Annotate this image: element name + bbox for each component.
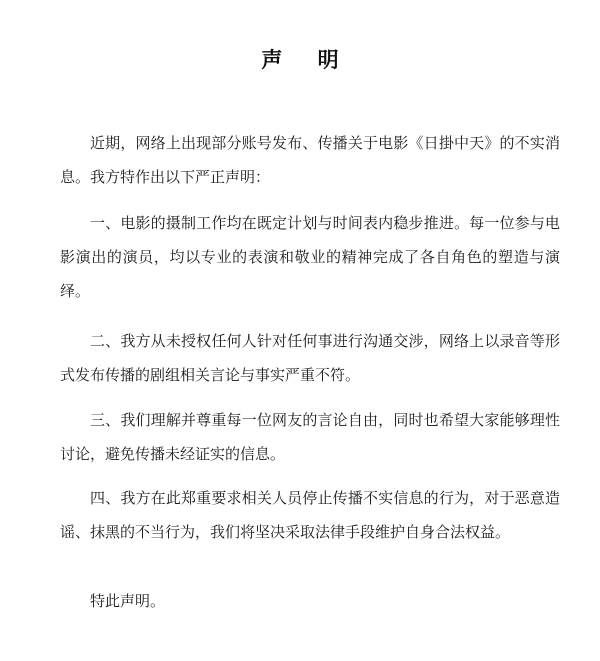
statement-item-1: 一、电影的摄制工作均在既定计划与时间表内稳步推进。每一位参与电影演出的演员，均以专业的表演和敬业的精神完成了各自角色的塑造与演绎。: [60, 214, 560, 300]
statement-item-3: 三、我们理解并尊重每一位网友的言论自由，同时也希望大家能够理性讨论，避免传播未经证实的信息。: [60, 411, 560, 463]
statement-title: 声 明: [261, 48, 353, 72]
closing-line: 特此声明。: [90, 592, 166, 610]
statement-item-4: 四、我方在此郑重要求相关人员停止传播不实信息的行为，对于恶意造谣、抹黑的不当行为，我们将坚决采取法律手段维护自身合法权益。: [60, 489, 560, 541]
statement-item-2: 二、我方从未授权任何人针对任何事进行沟通交涉，网络上以录音等形式发布传播的剧组相关言论与事实严重不符。: [60, 332, 560, 384]
intro-paragraph: 近期，网络上出现部分账号发布、传播关于电影《日掛中天》的不实消息。我方特作出以下严正声明：: [60, 134, 560, 186]
